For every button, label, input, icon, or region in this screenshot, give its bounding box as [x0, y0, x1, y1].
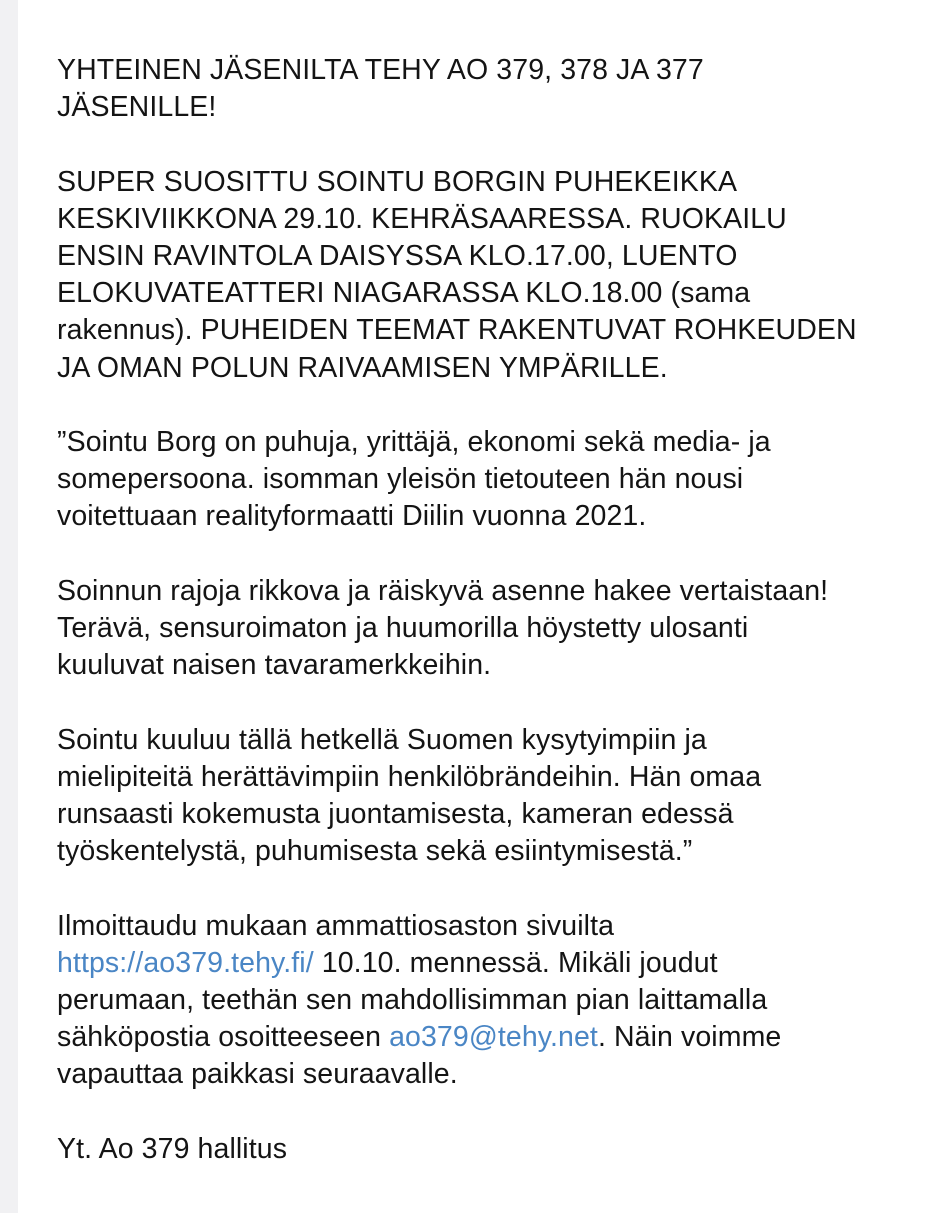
signup-line: Ilmoittaudu mukaan ammattiosaston sivuilta — [57, 909, 615, 942]
event-line: JA OMAN POLUN RAIVAAMISEN YMPÄRILLE. — [57, 351, 668, 384]
message-body — [57, 52, 937, 1205]
website-link[interactable]: https://ao379.tehy.fi/ — [57, 946, 314, 979]
fame-line: mielipiteitä herättävimpiin henkilöbrändeihin. Hän omaa — [57, 760, 762, 793]
signup-line-with-link — [57, 945, 937, 982]
bio-paragraph — [57, 424, 937, 536]
event-paragraph — [57, 164, 937, 387]
attitude-line: kuuluvat naisen tavaramerkkeihin. — [57, 649, 492, 682]
event-line: KESKIVIIKKONA 29.10. KEHRÄSAARESSA. RUOKAILU — [57, 202, 787, 235]
signature: Yt. Ao 379 hallitus — [57, 1132, 288, 1165]
heading-paragraph — [57, 52, 937, 126]
signup-deadline-text: 10.10. mennessä. Mikäli joudut — [313, 946, 718, 979]
event-line: rakennus). PUHEIDEN TEEMAT RAKENTUVAT ROHKEUDEN — [57, 314, 857, 347]
signup-email-outro: . Näin voimme — [597, 1021, 782, 1054]
signup-line-with-email — [57, 1019, 937, 1056]
attitude-paragraph — [57, 573, 937, 685]
event-line: SUPER SUOSITTU SOINTU BORGIN PUHEKEIKKA — [57, 165, 738, 198]
heading-line: JÄSENILLE! — [57, 91, 217, 124]
signature-paragraph — [57, 1131, 937, 1168]
signup-line: vapauttaa paikkasi seuraavalle. — [57, 1058, 458, 1091]
message-page — [18, 0, 939, 1213]
event-line: ENSIN RAVINTOLA DAISYSSA KLO.17.00, LUENTO — [57, 240, 738, 272]
heading-line: YHTEINEN JÄSENILTA TEHY AO 379, 378 JA 377 — [57, 54, 704, 86]
fame-paragraph — [57, 722, 937, 871]
event-line: ELOKUVATEATTERI NIAGARASSA KLO.18.00 (sama — [57, 277, 751, 310]
signup-email-intro: sähköpostia osoitteeseen — [57, 1021, 390, 1054]
fame-line: Sointu kuuluu tällä hetkellä Suomen kysytyimpiin ja — [57, 723, 707, 756]
bio-line: somepersoona. isomman yleisön tietouteen hän nousi — [57, 463, 744, 496]
attitude-line: Soinnun rajoja rikkova ja räiskyvä asenne hakee vertaistaan! — [57, 574, 829, 607]
fame-line: runsaasti kokemusta juontamisesta, kameran edessä — [57, 798, 734, 830]
bio-line: voitettuaan realityformaatti Diilin vuonna 2021. — [57, 500, 647, 533]
bio-line: ”Sointu Borg on puhuja, yrittäjä, ekonomi sekä media- ja — [57, 426, 771, 458]
attitude-line: Terävä, sensuroimaton ja huumorilla höystetty ulosanti — [57, 612, 749, 644]
fame-line: työskentelystä, puhumisesta sekä esiintymisestä.” — [57, 835, 693, 868]
email-link[interactable]: ao379@tehy.net — [389, 1021, 598, 1054]
signup-paragraph — [57, 908, 937, 1094]
signup-line: perumaan, teethän sen mahdollisimman pian laittamalla — [57, 984, 768, 1016]
